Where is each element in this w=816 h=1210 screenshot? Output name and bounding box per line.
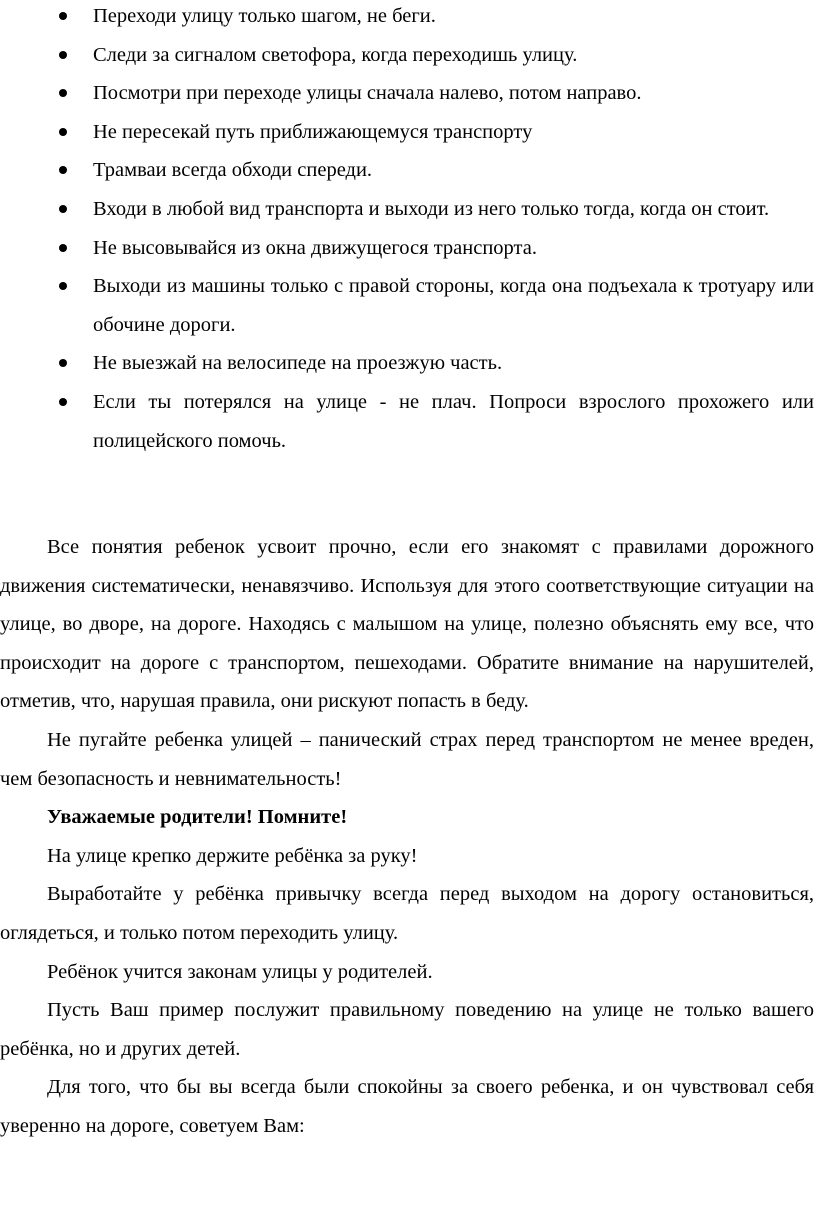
- paragraph: На улице крепко держите ребёнка за руку!: [47, 844, 418, 867]
- list-item-text: Не пересекай путь приближающемуся транспорту: [93, 120, 533, 143]
- list-item: [0, 267, 816, 344]
- list-item: [0, 74, 816, 113]
- bullet-icon: [59, 282, 67, 290]
- list-item: [0, 383, 816, 460]
- bullet-icon: [59, 12, 67, 20]
- list-item-text: Следи за сигналом светофора, когда переходишь улицу.: [93, 43, 578, 66]
- list-item: [0, 151, 816, 190]
- bullet-icon: [59, 359, 67, 367]
- list-item-text: Не высовывайся из окна движущегося транспорта.: [93, 236, 537, 259]
- bullet-icon: [59, 398, 67, 406]
- bullet-icon: [59, 205, 67, 213]
- list-item-text: Трамваи всегда обходи спереди.: [93, 159, 373, 182]
- list-item-text: Выходи из машины только с правой стороны, когда она подъехала к тротуару или обочине дороги.: [93, 275, 814, 336]
- paragraph: Не пугайте ребенка улицей – панический страх перед транспортом не менее вреден, чем безопасность и невнимательность!: [0, 728, 814, 790]
- list-item: [0, 229, 816, 268]
- list-item-text: Входи в любой вид транспорта и выходи из него только тогда, когда он стоит.: [93, 197, 770, 220]
- paragraph: Для того, что бы вы всегда были спокойны за своего ребенка, и он чувствовал себя уверенно на дороге, советуем Вам:: [0, 1076, 814, 1137]
- bullet-icon: [59, 128, 67, 136]
- bullet-icon: [59, 244, 67, 252]
- bullet-icon: [59, 89, 67, 97]
- bullet-icon: [59, 51, 67, 59]
- section-heading: Уважаемые родители! Помните!: [47, 806, 348, 829]
- list-item: [0, 190, 816, 229]
- list-item-text: Не выезжай на велосипеде на проезжую часть.: [93, 352, 503, 375]
- list-item: [0, 0, 816, 36]
- paragraph: Все понятия ребенок усвоит прочно, если его знакомят с правилами дорожного движения систематически, ненавязчиво. Используя для этого соответствующие ситуации на улице, во дворе, на дороге. Находясь с малышом на улице, полезно объяснять ему все, что происходит на дороге с транспортом, пешеходами. Обратите внимание на нарушителей, отметив, что, нарушая правила, они рискуют попасть в беду.: [0, 536, 814, 713]
- paragraph: Ребёнок учится законам улицы у родителей.: [47, 960, 433, 983]
- list-item: [0, 344, 816, 383]
- paragraph: Пусть Ваш пример послужит правильному поведению на улице не только вашего ребёнка, но и других детей.: [0, 999, 814, 1060]
- list-item: [0, 36, 816, 75]
- list-item: [0, 113, 816, 152]
- bullet-icon: [59, 166, 67, 174]
- list-item-text: Посмотри при переходе улицы сначала налево, потом направо.: [93, 82, 642, 105]
- list-item-text: Если ты потерялся на улице - не плач. Попроси взрослого прохожего или полицейского помочь.: [93, 390, 814, 452]
- paragraph: Выработайте у ребёнка привычку всегда перед выходом на дорогу остановиться, оглядеться, и только потом переходить улицу.: [0, 883, 814, 944]
- list-item-text: Переходи улицу только шагом, не беги.: [93, 5, 436, 27]
- safety-rules-list: [0, 0, 816, 460]
- body-text: [0, 528, 816, 1146]
